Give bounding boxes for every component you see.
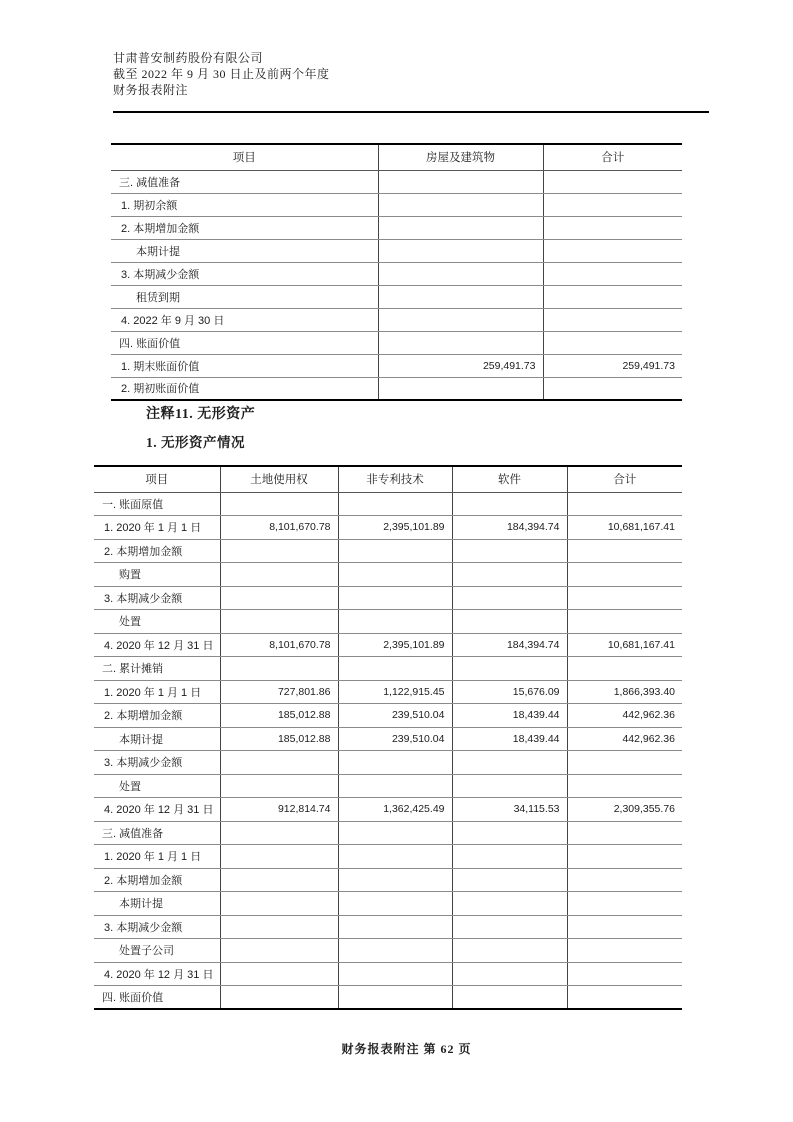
value-cell	[220, 751, 338, 775]
value-cell	[220, 892, 338, 916]
row-label-cell: 本期计提	[94, 727, 220, 751]
table-row	[94, 633, 682, 657]
value-cell	[378, 377, 543, 400]
value-cell	[567, 610, 682, 634]
row-label-cell: 本期计提	[94, 892, 220, 916]
value-cell: 34,115.53	[452, 798, 567, 822]
table-row	[94, 845, 682, 869]
value-cell	[378, 193, 543, 216]
row-label-cell: 4. 2020 年 12 月 31 日	[94, 798, 220, 822]
table-row	[94, 774, 682, 798]
table-row	[94, 751, 682, 775]
value-cell	[220, 539, 338, 563]
value-cell	[567, 868, 682, 892]
value-cell	[452, 610, 567, 634]
value-cell: 18,439.44	[452, 704, 567, 728]
row-label-cell: 1. 期末账面价值	[111, 354, 378, 377]
value-cell: 259,491.73	[378, 354, 543, 377]
value-cell	[338, 892, 452, 916]
value-cell	[220, 868, 338, 892]
row-label-cell: 3. 本期减少金额	[111, 262, 378, 285]
value-cell	[567, 986, 682, 1010]
table-row	[111, 285, 682, 308]
value-cell	[543, 308, 682, 331]
table-row	[111, 331, 682, 354]
value-cell	[338, 610, 452, 634]
column-header: 合计	[567, 466, 682, 492]
row-label-cell: 租赁到期	[111, 285, 378, 308]
row-label-cell: 4. 2022 年 9 月 30 日	[111, 308, 378, 331]
column-header: 土地使用权	[220, 466, 338, 492]
row-label-cell: 三. 减值准备	[111, 170, 378, 193]
value-cell: 18,439.44	[452, 727, 567, 751]
value-cell	[543, 377, 682, 400]
value-cell: 8,101,670.78	[220, 516, 338, 540]
value-cell: 239,510.04	[338, 727, 452, 751]
row-label-cell: 1. 2020 年 1 月 1 日	[94, 516, 220, 540]
value-cell	[338, 868, 452, 892]
value-cell	[452, 845, 567, 869]
value-cell: 442,962.36	[567, 727, 682, 751]
value-cell	[220, 939, 338, 963]
value-cell: 10,681,167.41	[567, 633, 682, 657]
table-row	[111, 193, 682, 216]
table-row	[111, 262, 682, 285]
value-cell	[452, 751, 567, 775]
value-cell	[452, 657, 567, 681]
table-row	[94, 892, 682, 916]
value-cell	[543, 262, 682, 285]
value-cell	[220, 657, 338, 681]
table-row	[94, 610, 682, 634]
table-row	[94, 798, 682, 822]
value-cell	[220, 962, 338, 986]
value-cell: 727,801.86	[220, 680, 338, 704]
row-label-cell: 三. 减值准备	[94, 821, 220, 845]
value-cell	[220, 492, 338, 516]
value-cell	[338, 563, 452, 587]
table-row	[94, 680, 682, 704]
value-cell	[567, 821, 682, 845]
value-cell: 1,866,393.40	[567, 680, 682, 704]
value-cell	[567, 915, 682, 939]
value-cell	[452, 774, 567, 798]
row-label-cell: 3. 本期减少金额	[94, 586, 220, 610]
value-cell: 2,395,101.89	[338, 516, 452, 540]
row-label-cell: 4. 2020 年 12 月 31 日	[94, 962, 220, 986]
value-cell	[338, 986, 452, 1010]
value-cell	[338, 939, 452, 963]
value-cell	[378, 216, 543, 239]
row-label-cell: 1. 2020 年 1 月 1 日	[94, 680, 220, 704]
table-row	[111, 377, 682, 400]
value-cell	[220, 845, 338, 869]
value-cell	[567, 845, 682, 869]
value-cell	[452, 586, 567, 610]
value-cell	[567, 563, 682, 587]
value-cell	[567, 492, 682, 516]
value-cell	[338, 962, 452, 986]
value-cell	[220, 610, 338, 634]
value-cell	[567, 586, 682, 610]
value-cell	[378, 331, 543, 354]
value-cell	[543, 239, 682, 262]
value-cell: 239,510.04	[338, 704, 452, 728]
value-cell	[452, 986, 567, 1010]
table-header-row	[111, 144, 682, 170]
value-cell	[452, 821, 567, 845]
row-label-cell: 四. 账面价值	[102, 992, 164, 1004]
table-header-row	[94, 466, 682, 492]
row-label-cell: 处置子公司	[94, 939, 220, 963]
value-cell	[543, 193, 682, 216]
value-cell	[567, 892, 682, 916]
value-cell	[378, 285, 543, 308]
value-cell: 185,012.88	[220, 727, 338, 751]
value-cell	[220, 774, 338, 798]
value-cell	[452, 915, 567, 939]
value-cell	[567, 751, 682, 775]
row-label-cell: 一. 账面原值	[94, 492, 220, 516]
value-cell	[338, 492, 452, 516]
table-row	[94, 727, 682, 751]
value-cell	[338, 539, 452, 563]
value-cell	[567, 939, 682, 963]
value-cell: 442,962.36	[567, 704, 682, 728]
header-divider	[113, 111, 709, 113]
value-cell	[378, 170, 543, 193]
column-header: 项目	[94, 466, 220, 492]
value-cell	[220, 563, 338, 587]
column-header: 项目	[111, 144, 378, 170]
value-cell	[567, 657, 682, 681]
table-row	[94, 563, 682, 587]
value-cell	[567, 774, 682, 798]
value-cell	[338, 774, 452, 798]
value-cell	[452, 939, 567, 963]
value-cell: 10,681,167.41	[567, 516, 682, 540]
table-row	[94, 986, 682, 1010]
value-cell: 15,676.09	[452, 680, 567, 704]
table-row	[111, 216, 682, 239]
value-cell	[338, 751, 452, 775]
value-cell	[543, 216, 682, 239]
table-row	[94, 492, 682, 516]
table-row	[94, 539, 682, 563]
table-row	[94, 868, 682, 892]
row-label-cell: 2. 期初账面价值	[121, 383, 200, 396]
column-header: 软件	[452, 466, 567, 492]
row-label-cell: 3. 本期减少金额	[94, 915, 220, 939]
value-cell	[452, 539, 567, 563]
row-label-cell: 2. 本期增加金额	[94, 704, 220, 728]
column-header: 非专利技术	[338, 466, 452, 492]
value-cell	[567, 539, 682, 563]
row-label-cell: 处置	[94, 610, 220, 634]
value-cell	[543, 331, 682, 354]
report-title: 财务报表附注	[113, 83, 189, 97]
row-label-cell: 二. 累计摊销	[94, 657, 220, 681]
value-cell	[220, 915, 338, 939]
table-row	[111, 239, 682, 262]
row-label-cell: 1. 2020 年 1 月 1 日	[94, 845, 220, 869]
value-cell	[543, 285, 682, 308]
row-label-cell: 4. 2020 年 12 月 31 日	[94, 633, 220, 657]
report-period: 截至 2022 年 9 月 30 日止及前两个年度	[113, 67, 330, 81]
value-cell: 8,101,670.78	[220, 633, 338, 657]
value-cell	[567, 962, 682, 986]
table-row	[94, 704, 682, 728]
column-header: 房屋及建筑物	[378, 144, 543, 170]
value-cell	[338, 657, 452, 681]
row-label-cell: 处置	[94, 774, 220, 798]
value-cell	[452, 868, 567, 892]
value-cell	[378, 262, 543, 285]
value-cell	[220, 821, 338, 845]
value-cell: 1,122,915.45	[338, 680, 452, 704]
table-row	[94, 657, 682, 681]
value-cell	[452, 892, 567, 916]
table-row	[94, 915, 682, 939]
intangible-assets-table	[94, 465, 682, 1010]
value-cell	[452, 492, 567, 516]
value-cell	[338, 915, 452, 939]
value-cell: 912,814.74	[220, 798, 338, 822]
row-label-cell: 购置	[94, 563, 220, 587]
value-cell: 184,394.74	[452, 516, 567, 540]
table-row	[94, 962, 682, 986]
page-footer: 财务报表附注 第 62 页	[341, 1042, 472, 1056]
value-cell: 184,394.74	[452, 633, 567, 657]
value-cell: 1,362,425.49	[338, 798, 452, 822]
row-label-cell: 2. 本期增加金额	[94, 868, 220, 892]
company-name: 甘肃普安制药股份有限公司	[113, 51, 264, 65]
value-cell	[378, 308, 543, 331]
value-cell	[452, 563, 567, 587]
value-cell	[378, 239, 543, 262]
value-cell: 2,395,101.89	[338, 633, 452, 657]
row-label-cell: 3. 本期减少金额	[94, 751, 220, 775]
intangible-assets-subtitle: 1. 无形资产情况	[146, 435, 245, 450]
document-header	[113, 50, 330, 98]
value-cell	[220, 586, 338, 610]
value-cell	[338, 821, 452, 845]
row-label-cell: 本期计提	[111, 239, 378, 262]
value-cell: 2,309,355.76	[567, 798, 682, 822]
table-row	[94, 939, 682, 963]
row-label-cell: 四. 账面价值	[111, 331, 378, 354]
table-row	[111, 354, 682, 377]
value-cell: 185,012.88	[220, 704, 338, 728]
note-11-title: 注释11. 无形资产	[146, 407, 256, 422]
table-row	[111, 170, 682, 193]
value-cell	[220, 986, 338, 1010]
row-label-cell: 1. 期初余额	[111, 193, 378, 216]
table-row	[94, 821, 682, 845]
table-row	[111, 308, 682, 331]
value-cell	[338, 586, 452, 610]
column-header: 合计	[543, 144, 682, 170]
value-cell	[543, 170, 682, 193]
value-cell: 259,491.73	[543, 354, 682, 377]
row-label-cell: 2. 本期增加金额	[94, 539, 220, 563]
table-row	[94, 516, 682, 540]
value-cell	[452, 962, 567, 986]
table-row	[94, 586, 682, 610]
buildings-continuation-table	[111, 143, 682, 401]
row-label-cell: 2. 本期增加金额	[111, 216, 378, 239]
value-cell	[338, 845, 452, 869]
